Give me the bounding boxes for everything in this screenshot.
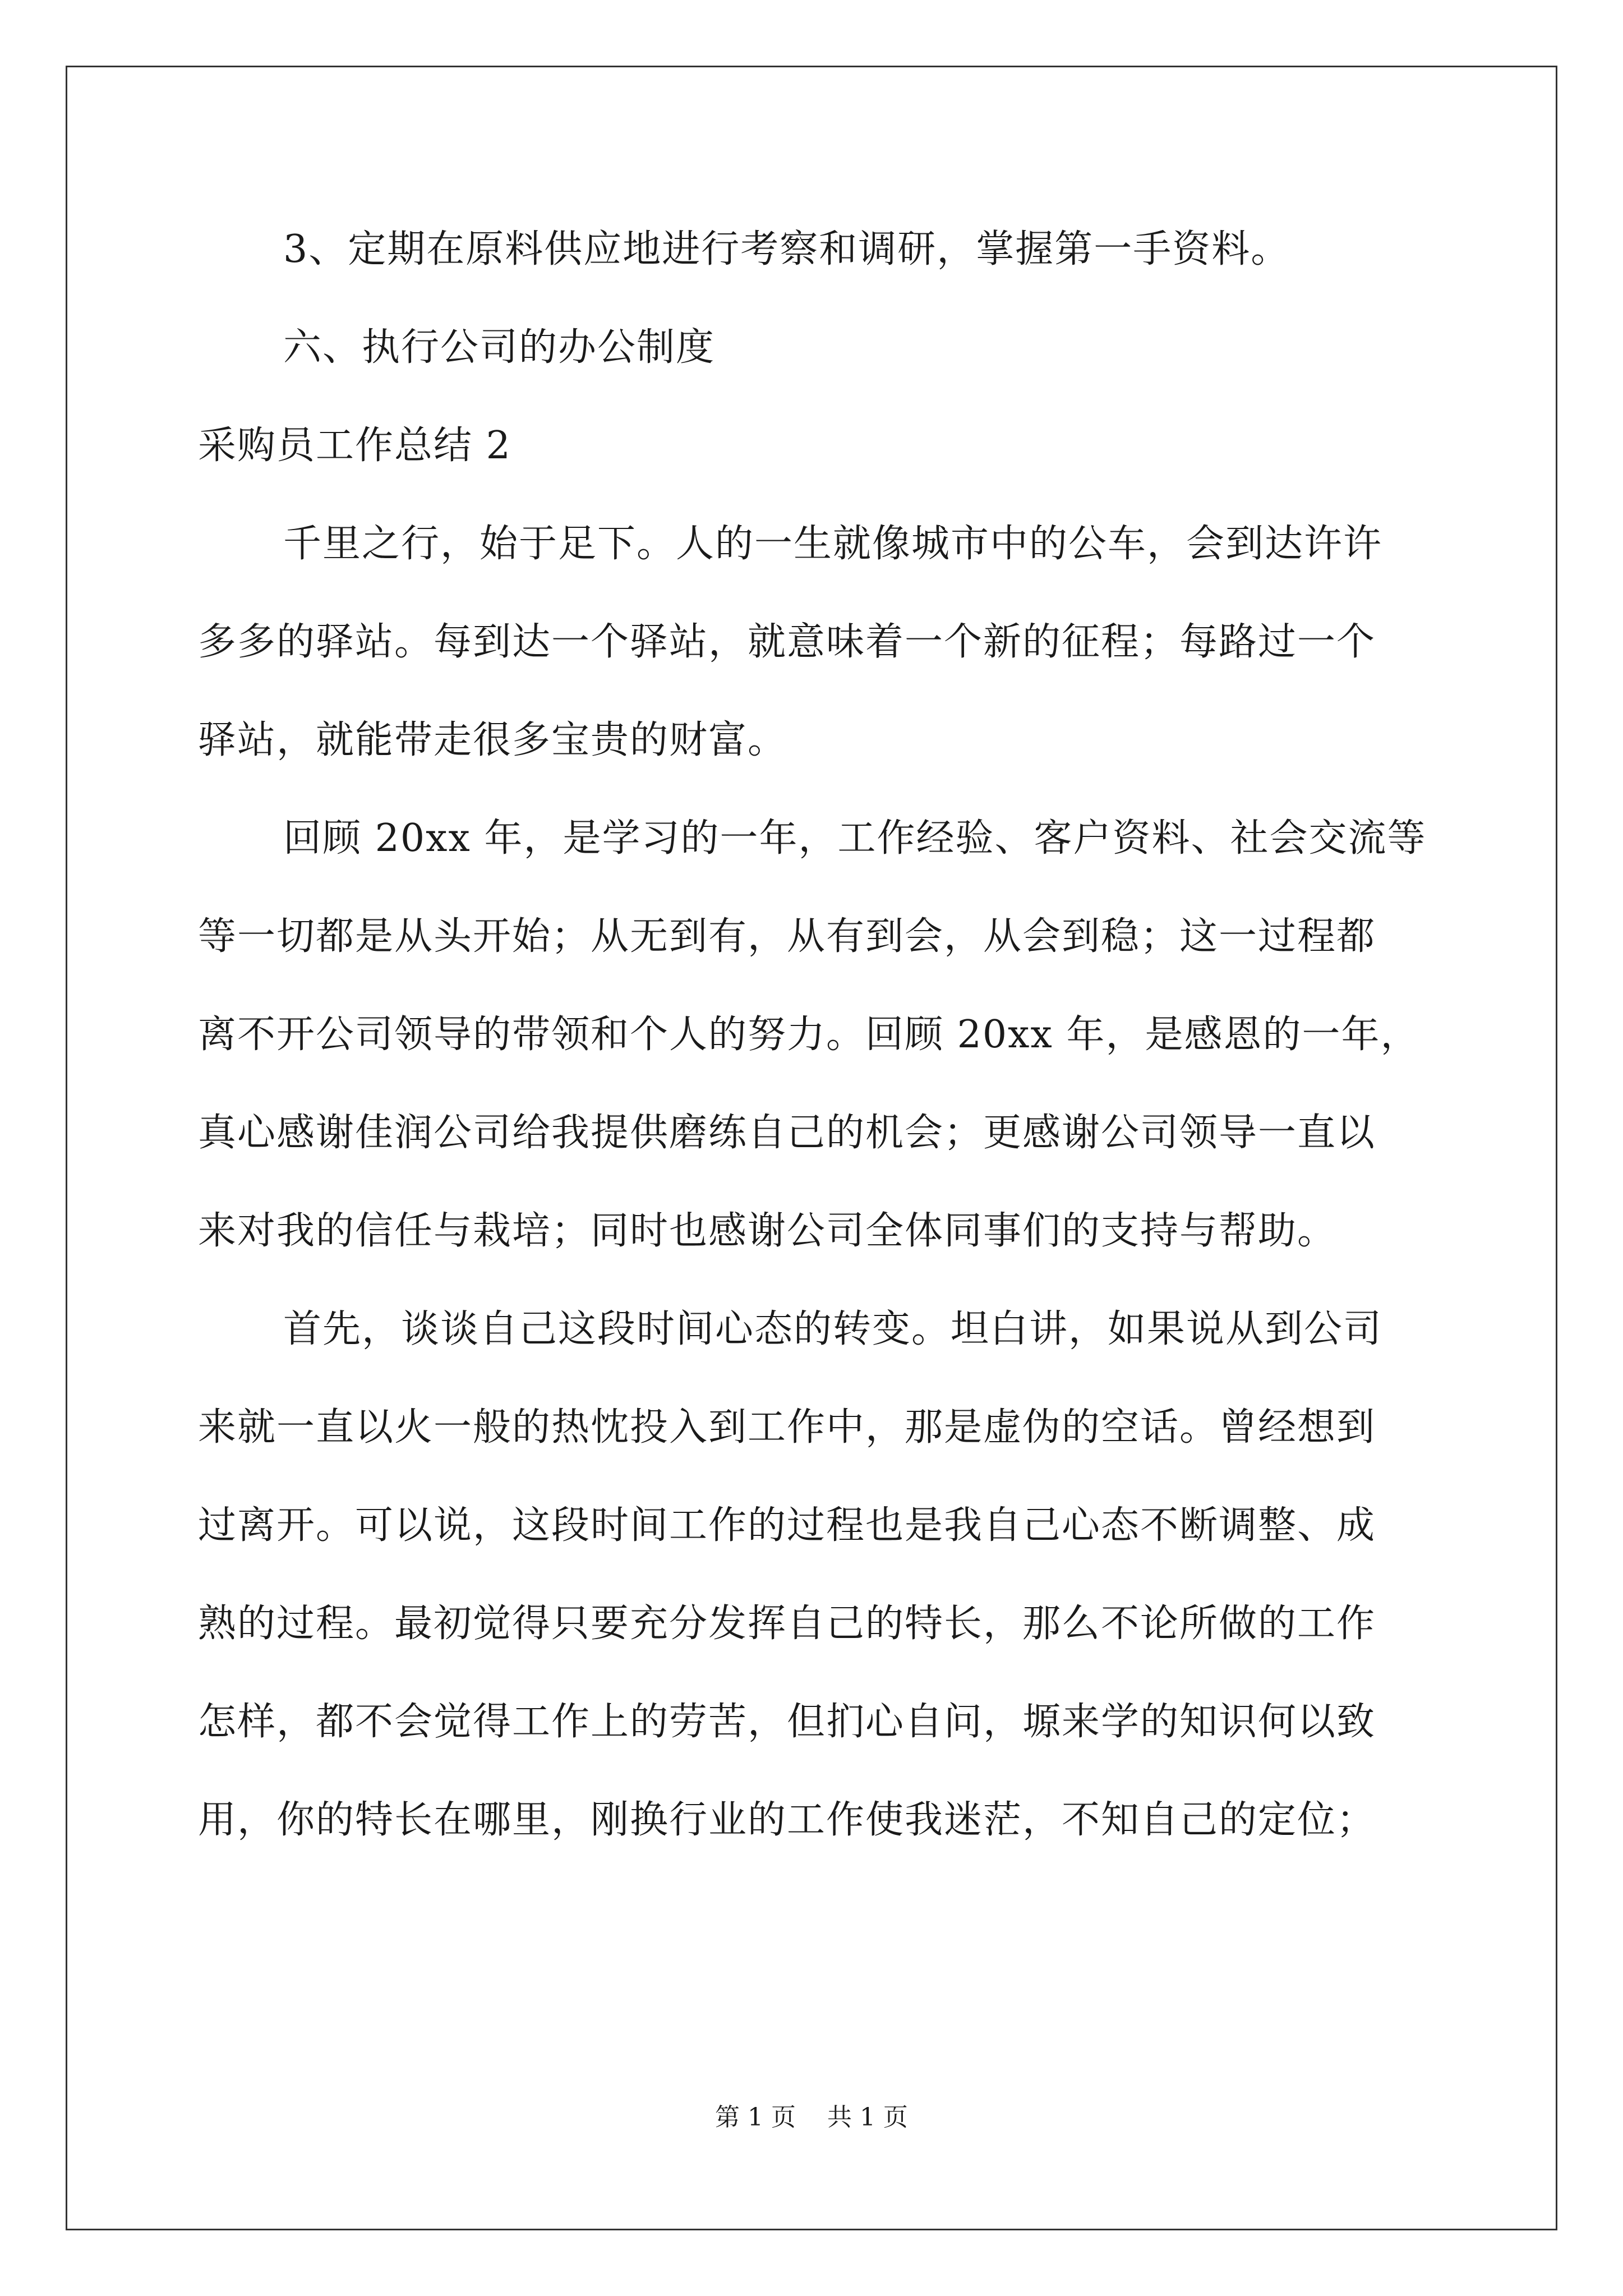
paragraph-line: 驿站，就能带走很多宝贵的财富。 — [198, 718, 787, 762]
document-title: 采购员工作总结 2 — [198, 424, 511, 468]
paragraph-line: 首先，谈谈自己这段时间心态的转变。坦白讲，如果说从到公司 — [283, 1307, 1383, 1351]
paragraph-line: 等一切都是从头开始；从无到有，从有到会，从会到稳；这一过程都 — [198, 914, 1376, 959]
paragraph-line: 来对我的信任与栽培；同时也感谢公司全体同事们的支持与帮助。 — [198, 1209, 1337, 1253]
paragraph-line: 用，你的特长在哪里，刚换行业的工作使我迷茫，不知自己的定位； — [198, 1798, 1376, 1842]
page-footer: 第 1 页 共 1 页 — [715, 2103, 908, 2132]
paragraph-line: 过离开。可以说，这段时间工作的过程也是我自己心态不断调整、成 — [198, 1503, 1376, 1548]
paragraph-line: 3、定期在原料供应地进行考察和调研，掌握第一手资料。 — [283, 227, 1290, 272]
paragraph-line: 怎样，都不会觉得工作上的劳苦，但扪心自问，塬来学的知识何以致 — [198, 1700, 1376, 1744]
paragraph-line: 熟的过程。最初觉得只要充分发挥自己的特长，那么不论所做的工作 — [198, 1602, 1376, 1646]
section-heading: 六、执行公司的办公制度 — [283, 325, 716, 370]
paragraph-line: 来就一直以火一般的热忱投入到工作中，那是虚伪的空话。曾经想到 — [198, 1405, 1376, 1450]
paragraph-line: 离不开公司领导的带领和个人的努力。回顾 20xx 年，是感恩的一年， — [198, 1013, 1420, 1057]
paragraph-line: 回顾 20xx 年，是学习的一年，工作经验、客户资料、社会交流等 — [283, 816, 1427, 861]
paragraph-line: 千里之行，始于足下。人的一生就像城市中的公车，会到达许许 — [283, 522, 1383, 566]
paragraph-line: 真心感谢佳润公司给我提供磨练自己的机会；更感谢公司领导一直以 — [198, 1111, 1376, 1155]
paragraph-line: 多多的驿站。每到达一个驿站，就意味着一个新的征程；每路过一个 — [198, 620, 1376, 664]
